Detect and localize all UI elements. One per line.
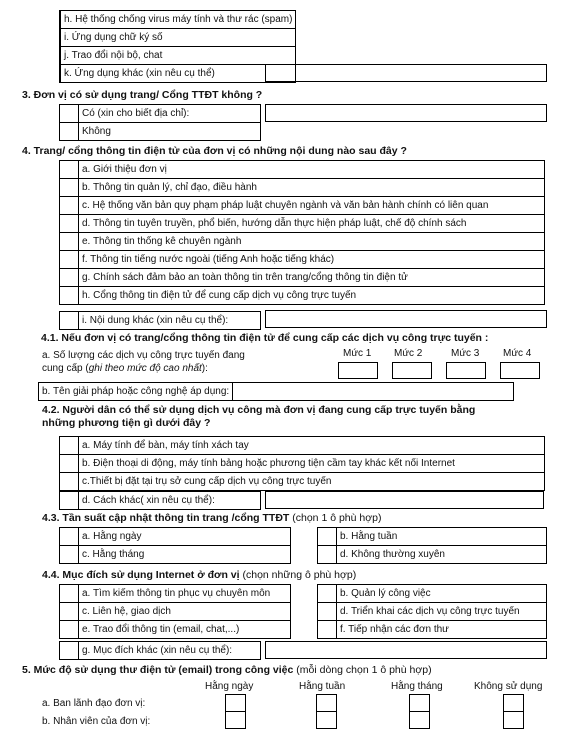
q44-option-a: a. Tìm kiếm thông tin phục vụ chuyên môn: [79, 585, 291, 603]
checkbox-q44-c[interactable]: [60, 603, 79, 621]
checkbox-q4-h[interactable]: [60, 287, 79, 305]
q4-option-c: c. Hệ thống văn bản quy phạm pháp luật chuyên ngành và văn bản hành chính có liên quan: [79, 197, 545, 215]
q42-other-input[interactable]: [265, 491, 544, 509]
checkbox-q44-b[interactable]: [318, 585, 337, 603]
q4-option-b: b. Thông tin quản lý, chỉ đạo, điều hành: [79, 179, 545, 197]
other-app-input[interactable]: [265, 64, 547, 82]
q3-title: 3. Đơn vị có sử dụng trang/ Cổng TTĐT không ?: [22, 89, 263, 101]
q41-b-label: b. Tên giải pháp hoặc công nghệ áp dụng:: [39, 383, 233, 401]
q43-option-d: d. Không thường xuyên: [337, 546, 547, 564]
option-i: i. Ứng dụng chữ ký số: [61, 29, 296, 47]
q41-b-input[interactable]: [233, 383, 514, 401]
checkbox-q42-d[interactable]: [60, 492, 79, 510]
q44-option-f: f. Tiếp nhận các đơn thư: [337, 621, 547, 639]
q41-a-line2: cung cấp (ghi theo mức độ cao nhất):: [42, 363, 208, 374]
q43-option-a: a. Hằng ngày: [79, 528, 291, 546]
q5-row-leaders: a. Ban lãnh đạo đơn vị:: [42, 698, 146, 709]
checkbox-q4-d[interactable]: [60, 215, 79, 233]
q41-title: 4.1. Nếu đơn vị có trang/cổng thông tin điện tử để cung cấp các dịch vụ công trực tuyến :: [41, 332, 489, 344]
checkbox-q42-c[interactable]: [60, 473, 79, 491]
checkbox-q44-g[interactable]: [60, 642, 79, 660]
q4-option-g: g. Chính sách đảm bảo an toàn thông tin trên trang/cổng thông tin điện tử: [79, 269, 545, 287]
q4-option-d: d. Thông tin tuyên truyền, phổ biến, hướng dẫn thực hiện pháp luật, chế độ chính sách: [79, 215, 545, 233]
checkbox-q4-a[interactable]: [60, 161, 79, 179]
checkbox-q5-leaders-daily[interactable]: [225, 694, 246, 712]
checkbox-q5-staff-monthly[interactable]: [409, 711, 430, 729]
checkbox-q5-leaders-monthly[interactable]: [409, 694, 430, 712]
checkbox-q4-g[interactable]: [60, 269, 79, 287]
q43-option-c: c. Hằng tháng: [79, 546, 291, 564]
q44-other-input[interactable]: [265, 641, 547, 659]
q5-col-monthly: Hằng tháng: [391, 681, 443, 692]
q3-option-yes: Có (xin cho biết địa chỉ):: [79, 105, 261, 123]
level-4-label: Mức 4: [503, 348, 532, 359]
checkbox-q3-no[interactable]: [60, 123, 79, 141]
option-h: h. Hệ thống chống virus máy tính và thư rác (spam): [61, 11, 296, 29]
q4-title: 4. Trang/ cổng thông tin điện tử của đơn vị có những nội dung nào sau đây ?: [22, 145, 407, 157]
q42-title: 4.2. Người dân có thể sử dụng dịch vụ công mà đơn vị đang cung cấp trực tuyến bằng những phương tiện gì dưới đây ?: [42, 404, 476, 429]
q5-col-weekly: Hằng tuần: [299, 681, 346, 692]
level-3-label: Mức 3: [451, 348, 480, 359]
q42-option-d: d. Cách khác( xin nêu cụ thể):: [79, 492, 261, 510]
q4-other-input[interactable]: [265, 310, 547, 328]
q4-option-h: h. Cổng thông tin điện tử để cung cấp dịch vụ công trực tuyến: [79, 287, 545, 305]
level-1-input[interactable]: [338, 362, 378, 379]
level-3-input[interactable]: [446, 362, 486, 379]
q4-option-i: i. Nội dung khác (xin nêu cụ thể):: [79, 312, 261, 330]
level-4-input[interactable]: [500, 362, 540, 379]
q4-option-f: f. Thông tin tiếng nước ngoài (tiếng Anh hoặc tiếng khác): [79, 251, 545, 269]
q4-option-e: e. Thông tin thống kê chuyên ngành: [79, 233, 545, 251]
q41-a-line1: a. Số lượng các dịch vụ công trực tuyến đang: [42, 350, 245, 361]
q42-option-b: b. Điện thoại di động, máy tính bảng hoặc phương tiện cầm tay khác kết nối Internet: [79, 455, 545, 473]
q3-address-input[interactable]: [265, 104, 547, 122]
checkbox-q43-d[interactable]: [318, 546, 337, 564]
option-j: j. Trao đổi nội bộ, chat: [61, 47, 296, 65]
checkbox-q3-yes[interactable]: [60, 105, 79, 123]
q3-options-table: [59, 104, 261, 141]
checkbox-q42-b[interactable]: [60, 455, 79, 473]
q43-left-table: [59, 527, 291, 564]
q5-col-never: Không sử dụng: [474, 681, 543, 692]
q4-option-a: a. Giới thiệu đơn vị: [79, 161, 545, 179]
q42-other-table: [59, 491, 261, 510]
q3-option-no: Không: [79, 123, 261, 141]
checkbox-q4-b[interactable]: [60, 179, 79, 197]
q44-option-e: e. Trao đổi thông tin (email, chat,...): [79, 621, 291, 639]
top-options-table: [59, 10, 296, 83]
q44-left-table: [59, 584, 291, 639]
q43-title: 4.3. Tần suất cập nhật thông tin trang /cổng TTĐT (chọn 1 ô phù hợp): [42, 512, 382, 524]
q41-b-table: [38, 382, 514, 401]
q42-option-a: a. Máy tính để bàn, máy tính xách tay: [79, 437, 545, 455]
q5-row-staff: b. Nhân viên của đơn vị:: [42, 716, 151, 727]
q4-other-table: [59, 311, 261, 330]
q44-option-d: d. Triển khai các dịch vụ công trực tuyến: [337, 603, 547, 621]
q43-right-table: [317, 527, 547, 564]
q43-option-b: b. Hằng tuần: [337, 528, 547, 546]
checkbox-q4-e[interactable]: [60, 233, 79, 251]
checkbox-q43-b[interactable]: [318, 528, 337, 546]
checkbox-q44-f[interactable]: [318, 621, 337, 639]
q42-options-table: [59, 436, 545, 491]
checkbox-q44-e[interactable]: [60, 621, 79, 639]
q44-option-g: g. Mục đích khác (xin nêu cụ thể):: [79, 642, 261, 660]
checkbox-q5-staff-never[interactable]: [503, 711, 524, 729]
q44-option-b: b. Quản lý công việc: [337, 585, 547, 603]
checkbox-q4-f[interactable]: [60, 251, 79, 269]
checkbox-q42-a[interactable]: [60, 437, 79, 455]
checkbox-q43-c[interactable]: [60, 546, 79, 564]
checkbox-q5-staff-weekly[interactable]: [316, 711, 337, 729]
level-1-label: Mức 1: [343, 348, 372, 359]
q5-col-daily: Hằng ngày: [205, 681, 254, 692]
q44-title: 4.4. Mục đích sử dụng Internet ở đơn vị (chọn những ô phù hợp): [42, 569, 357, 581]
checkbox-q5-staff-daily[interactable]: [225, 711, 246, 729]
checkbox-q4-i[interactable]: [60, 312, 79, 330]
q44-other-table: [59, 641, 261, 660]
checkbox-q44-a[interactable]: [60, 585, 79, 603]
checkbox-q4-c[interactable]: [60, 197, 79, 215]
option-k: k. Ứng dụng khác (xin nêu cụ thể): [61, 65, 296, 83]
checkbox-q43-a[interactable]: [60, 528, 79, 546]
q5-title: 5. Mức độ sử dụng thư điện tử (email) trong công việc (mỗi dòng chọn 1 ô phù hợp): [22, 664, 432, 676]
q4-options-table: [59, 160, 545, 305]
checkbox-q44-d[interactable]: [318, 603, 337, 621]
q44-option-c: c. Liên hệ, giao dịch: [79, 603, 291, 621]
q42-option-c: c.Thiết bị đặt tại trụ sở cung cấp dịch vụ công trực tuyến: [79, 473, 545, 491]
level-2-label: Mức 2: [394, 348, 423, 359]
checkbox-q5-leaders-never[interactable]: [503, 694, 524, 712]
level-2-input[interactable]: [392, 362, 432, 379]
checkbox-q5-leaders-weekly[interactable]: [316, 694, 337, 712]
q44-right-table: [317, 584, 547, 639]
